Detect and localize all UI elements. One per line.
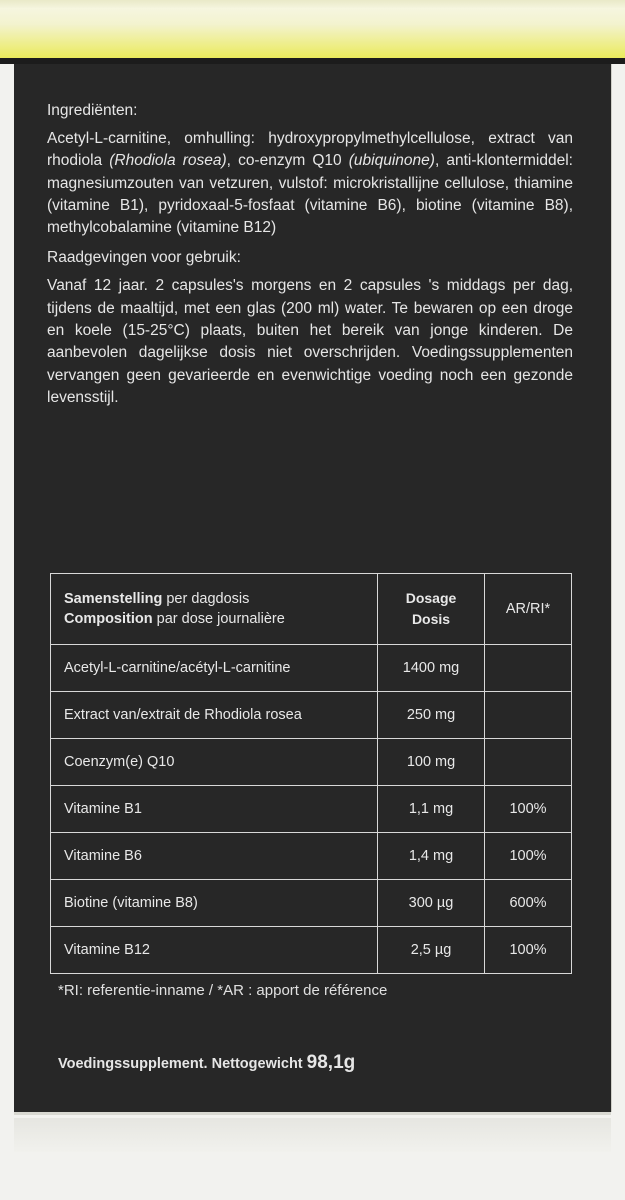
net-weight-label: Voedingssupplement. Nettogewicht: [58, 1056, 307, 1072]
row-dose: 1,4 mg: [378, 833, 485, 880]
row-dose: 1,1 mg: [378, 786, 485, 833]
table-row: [51, 786, 572, 833]
row-name: Vitamine B12: [51, 927, 378, 974]
net-weight: [58, 1052, 355, 1074]
ingredients-text: [47, 128, 573, 239]
header-composition: Composition: [64, 611, 153, 627]
net-weight-value: 98,1g: [306, 1052, 356, 1073]
header-dosis: Dosis: [411, 611, 451, 627]
row-name: Extract van/extrait de Rhodiola rosea: [51, 692, 378, 739]
header-composition-cell: [51, 574, 378, 645]
row-ref: 100%: [485, 927, 572, 974]
reference-footnote: *RI: referentie-inname / *AR : apport de référence: [58, 982, 388, 999]
lid-edge: [0, 0, 625, 8]
ingredients-part-2: , co-enzym Q10: [226, 152, 349, 170]
row-ref: 100%: [485, 786, 572, 833]
usage-text: Vanaf 12 jaar. 2 capsules's morgens en 2 capsules 's middags per dag, tijdens de maaltijd, met een glas (200 ml) water. Te bewaren op een droge en koele (15-25°C) plaats, buiten het bereik van jonge kinderen. De aanbevolen dagelijkse dosis niet overschrijden. Voedingssupplementen vervangen geen gevarieerde en evenwichtige voeding noch een gezonde levensstijl.: [47, 277, 573, 406]
row-name: Vitamine B6: [51, 833, 378, 880]
row-dose: 1400 mg: [378, 645, 485, 692]
header-ref-cell: AR/RI*: [485, 574, 572, 645]
row-name: Acetyl-L-carnitine/acétyl-L-carnitine: [51, 645, 378, 692]
row-ref: [485, 645, 572, 692]
ingredients-part-1: Acetyl-L-carnitine, omhulling: hydroxypropylmethylcellulose, extract van rhodiola: [47, 130, 573, 170]
table-row: [51, 739, 572, 786]
row-name: Biotine (vitamine B8): [51, 880, 378, 927]
header-dose-cell: [378, 574, 485, 645]
table-row: [51, 833, 572, 880]
ingredients-heading: Ingrediënten:: [47, 102, 138, 119]
header-par-dose: par dose journalière: [152, 611, 285, 627]
table-row: [51, 692, 572, 739]
usage-heading: Raadgevingen voor gebruik:: [47, 249, 241, 267]
row-dose: 300 µg: [378, 880, 485, 927]
header-samenstelling: Samenstelling: [64, 591, 163, 607]
row-ref: 100%: [485, 833, 572, 880]
row-ref: 600%: [485, 880, 572, 927]
row-ref: [485, 739, 572, 786]
box-top-edge: [0, 58, 625, 64]
yellow-top-band: [0, 0, 625, 60]
composition-table: [50, 573, 572, 974]
ingredients-part-3: , anti-klontermiddel: magnesiumzouten van vetzuren, vulstof: microkristallijne cellulose, thiamine (vitamine B1), pyridoxaal-5-fosfaat (vitamine B6), biotine (vitamine B8), methylcobalamine (vitamine B12): [47, 152, 573, 237]
ingredients-italic-2: (ubiquinone): [348, 152, 435, 170]
row-dose: 250 mg: [378, 692, 485, 739]
row-ref: [485, 692, 572, 739]
table-row: [51, 880, 572, 927]
row-dose: 2,5 µg: [378, 927, 485, 974]
row-dose: 100 mg: [378, 739, 485, 786]
row-name: Vitamine B1: [51, 786, 378, 833]
box-bottom-flap: [14, 1118, 611, 1152]
header-dosage: Dosage: [405, 590, 457, 606]
label-text: [47, 100, 573, 409]
header-per-dagdosis: per dagdosis: [162, 591, 250, 607]
table-header-row: [51, 574, 572, 645]
ingredients-italic-1: (Rhodiola rosea): [109, 152, 227, 170]
table-row: [51, 927, 572, 974]
table-row: [51, 645, 572, 692]
row-name: Coenzym(e) Q10: [51, 739, 378, 786]
